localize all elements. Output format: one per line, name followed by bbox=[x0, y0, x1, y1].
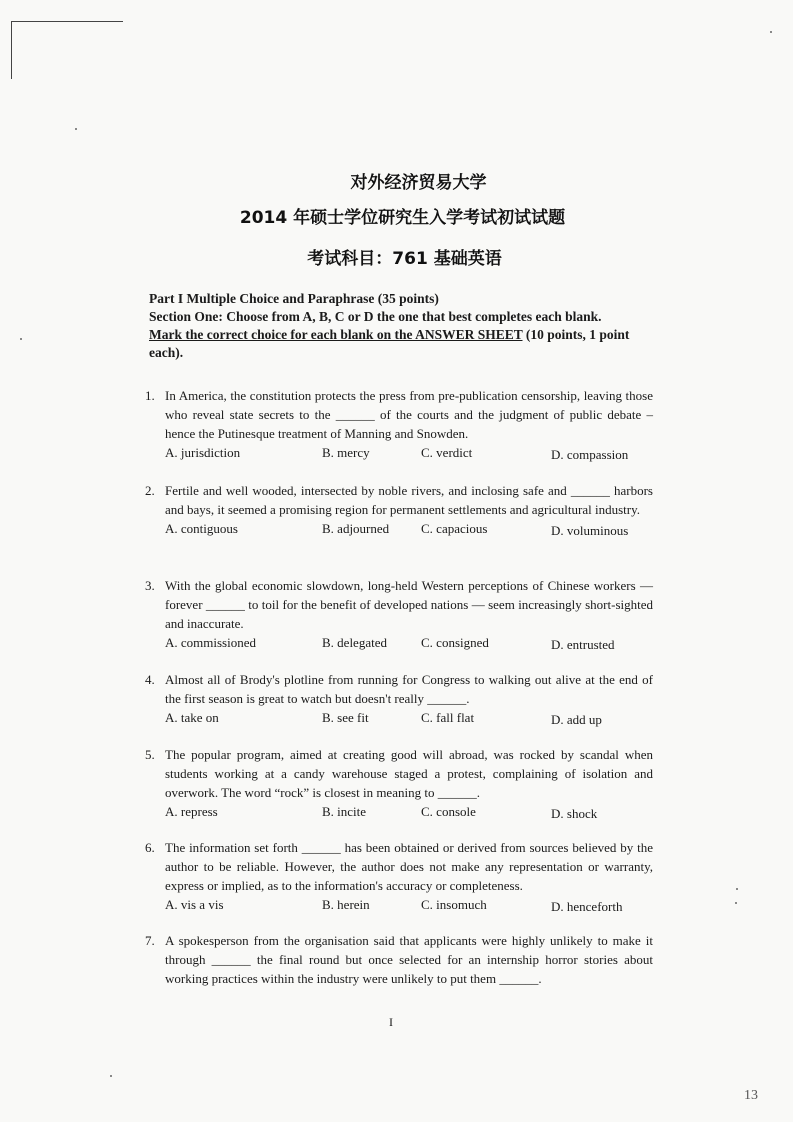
question-number: 5. bbox=[145, 747, 155, 762]
page-number: 13 bbox=[744, 1088, 758, 1103]
scan-speck bbox=[110, 1075, 112, 1077]
option-b: B. see fit bbox=[322, 710, 369, 725]
question-stem: In America, the constitution protects the press from pre-publication censorship, leaving those who reveal state secrets to the ______ of the courts and the judgment of public debate – hence the Putinesque treatment of Manning and Snowden. bbox=[165, 388, 653, 441]
answer-sheet-underlined: Mark the correct choice for each blank on the ANSWER SHEET bbox=[149, 327, 523, 342]
question-number: 6. bbox=[145, 840, 155, 855]
exam-subject: 考试科目：761 基础英语 bbox=[307, 249, 502, 269]
part-title: Part I Multiple Choice and Paraphrase (35 points) bbox=[149, 291, 439, 306]
scan-speck bbox=[75, 128, 77, 130]
option-d: D. entrusted bbox=[551, 637, 615, 652]
exam-title: 2014 年硕士学位研究生入学考试初试试题 bbox=[239, 208, 566, 228]
option-a: A. commissioned bbox=[165, 635, 256, 650]
option-row bbox=[165, 633, 653, 652]
option-c: C. verdict bbox=[421, 445, 473, 460]
option-row bbox=[165, 708, 653, 727]
option-d: D. voluminous bbox=[551, 523, 629, 538]
option-c: C. fall flat bbox=[421, 710, 475, 725]
points-note: (10 points, 1 point each). bbox=[149, 327, 630, 360]
question-3 bbox=[145, 576, 653, 652]
question-number: 2. bbox=[145, 483, 155, 498]
question-stem: Almost all of Brody's plotline from running for Congress to walking out alive at the end of the first season is great to watch but doesn't really ______. bbox=[165, 672, 653, 706]
option-b: B. adjourned bbox=[322, 521, 390, 536]
option-a: A. jurisdiction bbox=[165, 445, 241, 460]
option-d: D. shock bbox=[551, 806, 598, 821]
option-d: D. add up bbox=[551, 712, 602, 727]
question-stem: The information set forth ______ has been obtained or derived from sources believed by the author to be reliable. However, the author does not make any representation or warranty, express or implied, as to the information's accuracy or completeness. bbox=[165, 840, 653, 893]
question-5 bbox=[145, 745, 653, 821]
option-row bbox=[165, 443, 653, 462]
scan-corner-mark bbox=[11, 21, 12, 79]
question-stem: Fertile and well wooded, intersected by noble rivers, and inclosing safe and ______ harbors and bays, it seemed a promising region for permanent settlements and agricultural industry. bbox=[165, 483, 653, 517]
option-a: A. repress bbox=[165, 804, 218, 819]
option-a: A. contiguous bbox=[165, 521, 238, 536]
section-instruction: Section One: Choose from A, B, C or D the one that best completes each blank. bbox=[149, 309, 602, 324]
option-row bbox=[165, 895, 653, 914]
option-row bbox=[165, 519, 653, 538]
scan-corner-mark bbox=[11, 21, 123, 22]
option-d: D. compassion bbox=[551, 447, 629, 462]
option-b: B. herein bbox=[322, 897, 370, 912]
question-stem: A spokesperson from the organisation said that applicants were highly unlikely to make it through ______ the final round but once selected for an internship horror stories about working practices within the industry were unlikely to put them ______. bbox=[165, 933, 653, 986]
option-a: A. take on bbox=[165, 710, 219, 725]
question-4 bbox=[145, 670, 653, 727]
question-number: 4. bbox=[145, 672, 155, 687]
question-number: 7. bbox=[145, 933, 155, 948]
question-number: 1. bbox=[145, 388, 155, 403]
answer-sheet-instruction bbox=[149, 326, 655, 362]
option-c: C. capacious bbox=[421, 521, 488, 536]
scan-speck bbox=[770, 31, 772, 33]
scan-speck bbox=[735, 902, 737, 904]
question-7 bbox=[145, 931, 653, 988]
option-c: C. insomuch bbox=[421, 897, 487, 912]
option-row bbox=[165, 802, 653, 821]
scan-speck bbox=[20, 338, 22, 340]
option-c: C. consigned bbox=[421, 635, 489, 650]
question-stem: The popular program, aimed at creating good will abroad, was rocked by scandal when students working at a candy warehouse staged a protest, complaining of isolation and overwork. The word “rock” is closest in meaning to ______. bbox=[165, 747, 653, 800]
scan-speck bbox=[736, 888, 738, 890]
part-heading bbox=[149, 290, 655, 362]
section-page-number: I bbox=[389, 1015, 393, 1029]
question-2 bbox=[145, 481, 653, 538]
option-d: D. henceforth bbox=[551, 899, 623, 914]
university-name: 对外经济贸易大学 bbox=[350, 173, 487, 193]
option-b: B. delegated bbox=[322, 635, 387, 650]
option-c: C. console bbox=[421, 804, 476, 819]
option-b: B. incite bbox=[322, 804, 367, 819]
option-b: B. mercy bbox=[322, 445, 370, 460]
question-1 bbox=[145, 386, 653, 462]
question-stem: With the global economic slowdown, long-held Western perceptions of Chinese workers — forever ______ to toil for the benefit of developed nations — seem increasingly short-sighted and inaccurate. bbox=[165, 578, 653, 631]
option-a: A. vis a vis bbox=[165, 897, 224, 912]
question-6 bbox=[145, 838, 653, 914]
question-number: 3. bbox=[145, 578, 155, 593]
